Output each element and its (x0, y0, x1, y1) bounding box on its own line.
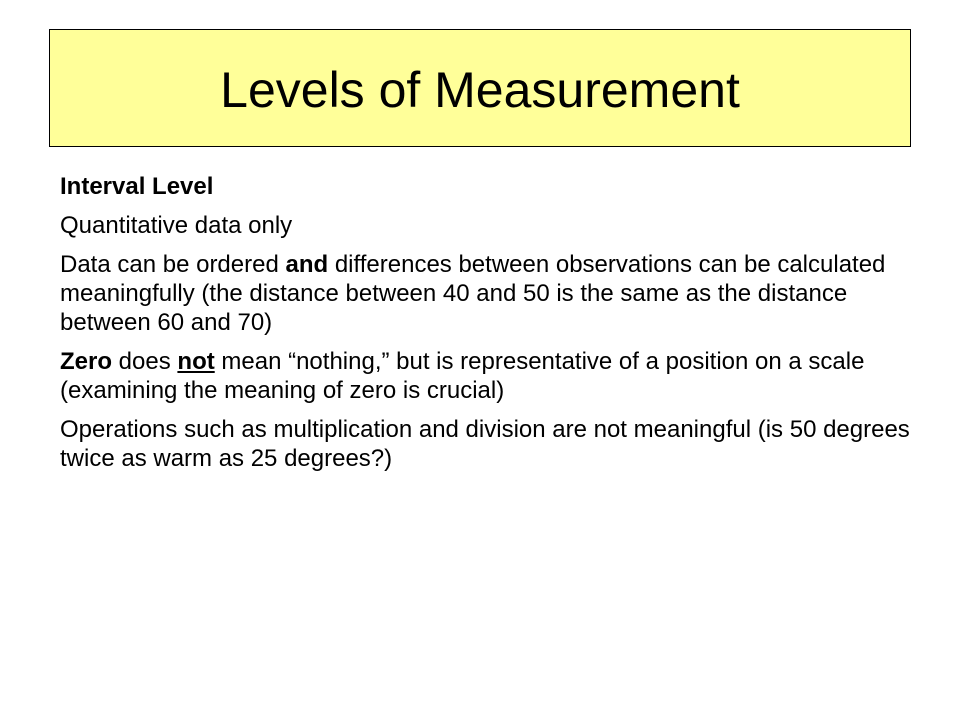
paragraph-zero (60, 347, 910, 405)
paragraph-ordered-emphasis: and (285, 251, 329, 278)
slide-title-box (49, 29, 911, 147)
section-heading: Interval Level (60, 173, 214, 200)
paragraph-ordered-text-a: Data can be ordered (60, 251, 286, 278)
paragraph-zero-not: not (177, 348, 215, 375)
slide-title: Levels of Measurement (220, 62, 740, 118)
slide-body (60, 172, 910, 483)
paragraph-operations: Operations such as multiplication and division are not meaningful (is 50 degrees twice as warm as 25 degrees?) (60, 416, 910, 472)
paragraph-ordered-text-c: differences between observations can be calculated meaningfully (the distance between 40 and 50 is the same as the distance between 60 and 70) (60, 251, 886, 336)
paragraph-zero-text-b: does (112, 348, 178, 375)
paragraph-ordered (60, 250, 910, 337)
paragraph-zero-text-d: mean “nothing,” but is representative of a position on a scale (examining the meaning of zero is crucial) (60, 348, 865, 404)
paragraph-zero-emphasis: Zero (60, 348, 113, 375)
paragraph-quantitative: Quantitative data only (60, 212, 293, 239)
